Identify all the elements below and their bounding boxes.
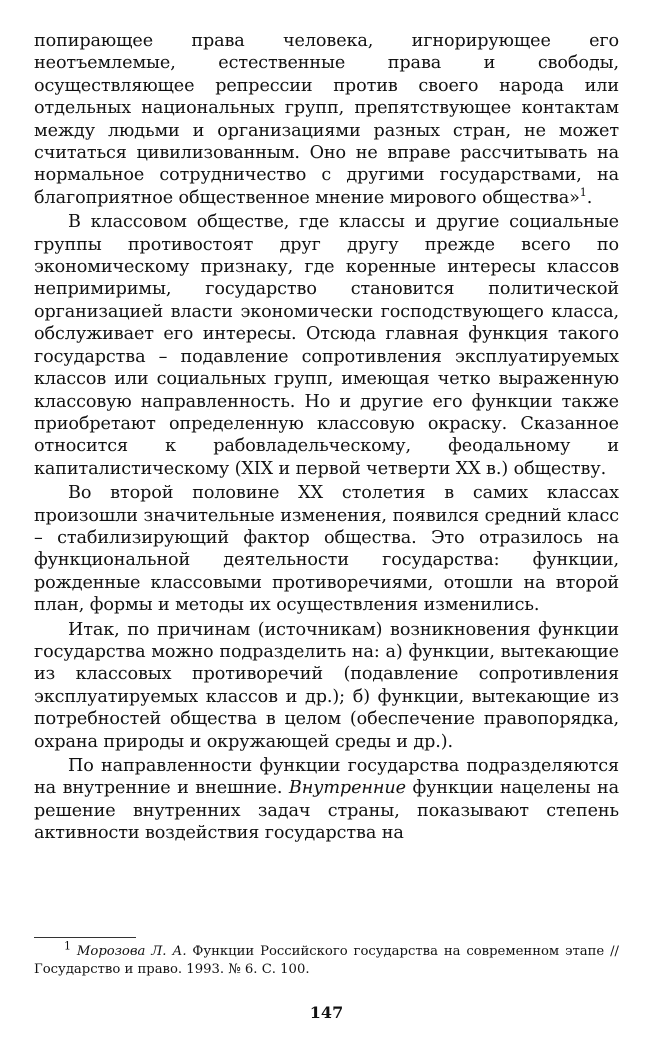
footnote-divider	[34, 937, 136, 938]
footnote-text: Функции Российского государства на современном этапе // Государство и право. 1993. № 6. С. 100.	[34, 944, 619, 977]
footnote	[34, 939, 619, 979]
footnote-mark: 1	[64, 939, 71, 953]
paragraph-3: Во второй половине XX столетия в самих классах произошли значительные изменения, появился средний класс – стабилизирующий фактор общества. Это отразилось на функциональной деятельности государства: функции, рожденные классовыми противоречиями, отошли на второй план, формы и методы их осуществления изменились.	[34, 483, 619, 616]
paragraph-1-end: .	[586, 187, 593, 208]
paragraph-5	[34, 755, 619, 845]
paragraph-5-text-end: функции нацелены на решение внутренних задач страны, показывают степень активности воздействия государства на	[34, 778, 619, 844]
paragraph-4: Итак, по причинам (источникам) возникновения функции государства можно подразделить на: а) функции, вытекающие из классовых противоречий (подавление сопротивления эксплуатируемых классов и др.); б) функции, вытекающие из потребностей общества в целом (обеспечение правопорядка, охрана природы и окружающей среды и др.).	[34, 619, 619, 752]
paragraph-5-text-start: По направленности функции государства подразделяются на внутренние и внешние.	[34, 756, 619, 799]
page-number: 147	[309, 1003, 344, 1022]
footnote-reference[interactable]: 1	[579, 185, 587, 199]
emphasized-term: Внутренние	[288, 778, 406, 799]
paragraph-2: В классовом обществе, где классы и другие социальные группы противостоят друг другу прежде всего по экономическому признаку, где коренные интересы классов непримиримы, государство становится политической организацией власти экономически господствующего класса, обслуживает его интересы. Отсюда главная функция такого государства – подавление сопротивления эксплуатируемых классов или социальных групп, имеющая четко выраженную классовую направленность. Но и другие его функции также приобретают определенную классовую окраску. Сказанное относится к рабовладельческому, феодальному и капиталистическому (XIX и первой четверти XX в.) обществу.	[34, 212, 619, 479]
page-body	[34, 30, 619, 845]
footnote-author: Морозова Л. А.	[76, 944, 187, 959]
paragraph-1-text: попирающее права человека, игнорирующее его неотъемлемые, естественные права и свободы, осуществляющее репрессии против своего народа или отдельных национальных групп, препятствующее контактам между людьми и организациями разных стран, не может считаться цивилизованным. Оно не вправе рассчитывать на нормальное сотрудничество с другими государствами, на благоприятное общественное мнение мирового общества»	[34, 31, 619, 208]
paragraph-1	[34, 30, 619, 209]
